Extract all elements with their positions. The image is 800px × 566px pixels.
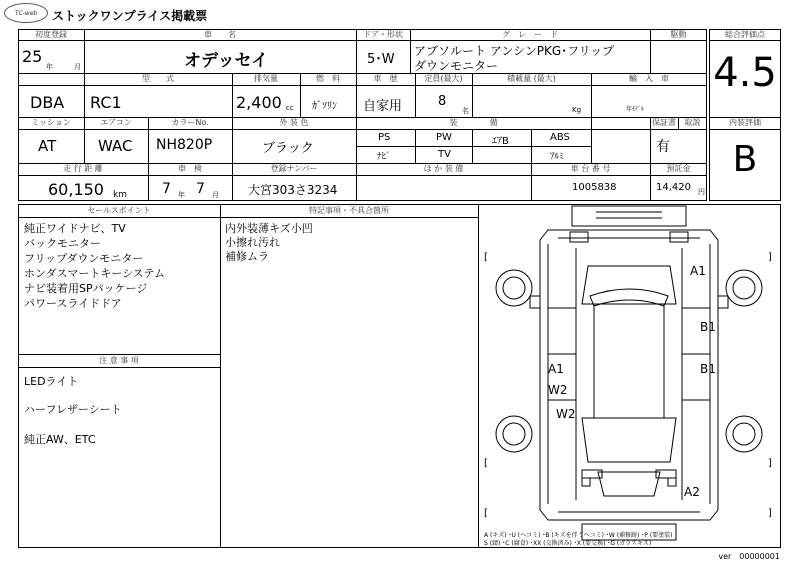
warranty-header: 保証書 xyxy=(652,118,676,127)
mileage: 60,150 xyxy=(48,180,104,199)
mission-header: ミッション xyxy=(31,118,71,127)
bracket-left: [ xyxy=(484,508,488,519)
color-no-header: カラーNo. xyxy=(171,118,209,127)
sales-point-item: パワースライドドア xyxy=(24,297,122,310)
load-header: 積載量 (最大) xyxy=(507,74,556,83)
equip-ps: PS xyxy=(378,132,391,143)
sales-point-item: 純正ワイドナビ、TV xyxy=(24,222,126,235)
equip-alumi: ｱﾙﾐ xyxy=(550,152,564,162)
history: 自家用 xyxy=(363,99,403,114)
damage-mark: A1 xyxy=(548,362,564,376)
aircon: WAC xyxy=(98,137,133,155)
equip-tv: TV xyxy=(438,149,451,160)
damage-mark: B1 xyxy=(700,320,716,334)
damage-mark: A2 xyxy=(684,485,700,499)
displacement: 2,400 xyxy=(236,93,282,112)
damage-mark: W2 xyxy=(548,383,568,397)
fuel: ｶﾞｿﾘﾝ xyxy=(312,101,337,112)
month-unit: 月 xyxy=(74,63,81,71)
equip-navi: ﾅﾋﾞ xyxy=(377,152,391,162)
displacement-header: 排気量 xyxy=(254,74,278,83)
warranty: 有 xyxy=(656,139,670,155)
equip-airbag: ｴｱB xyxy=(492,136,509,147)
damage-mark: W2 xyxy=(556,407,576,421)
other-equip-header: ほ か 装 備 xyxy=(423,164,464,173)
import-note: 年ﾓﾃﾞﾙ xyxy=(626,106,645,113)
yen-unit: 円 xyxy=(698,188,705,196)
interior-header: 内装評価 xyxy=(729,118,761,127)
mission: AT xyxy=(38,137,57,155)
door-shape: 5･W xyxy=(367,52,395,67)
capacity: 8 xyxy=(438,94,447,109)
chassis-header: 車 台 番 号 xyxy=(570,164,611,173)
insp-month-unit: 月 xyxy=(212,191,219,199)
manual-header: 取説 xyxy=(684,118,701,127)
grade-line1: アブソルート アンシンPKG･フリップ xyxy=(414,44,615,58)
sales-point-item: バックモニター xyxy=(24,237,101,250)
legend-line1: A (キズ) ･U (ヘコミ) ･B (キズを伴うヘコミ) ･W (補修跡) ･P (要塗装) xyxy=(484,532,673,539)
sales-point-item: フリップダウンモニター xyxy=(24,252,144,265)
type-prefix: DBA xyxy=(30,93,65,112)
fuel-header: 燃 料 xyxy=(316,74,340,83)
km-unit: km xyxy=(113,190,127,200)
overall-score: 4.5 xyxy=(713,50,777,96)
first-reg-year: 25 xyxy=(22,47,43,66)
equip-abs: ABS xyxy=(550,132,570,143)
bracket-left: [ xyxy=(484,458,488,469)
model-header: 型 式 xyxy=(142,74,174,83)
bracket-right: ] xyxy=(768,252,772,263)
defect-item: 内外装薄キズ小凹 xyxy=(225,222,313,235)
defects-header: 特記事項・不具合箇所 xyxy=(309,206,389,215)
company-logo xyxy=(4,3,48,23)
aircon-header: エアコン xyxy=(100,118,132,127)
plate-header: 登録ナンバー xyxy=(270,164,318,173)
ext-color-header: 外 装 色 xyxy=(279,118,309,127)
car-name-header: 車 名 xyxy=(204,30,236,39)
sales-point-item: ナビ装着用SPパッケージ xyxy=(24,282,148,295)
note-item: ハーフレザーシート xyxy=(24,403,122,416)
note-item: LEDライト xyxy=(24,375,79,388)
inspection-header: 車 検 xyxy=(178,164,202,173)
history-header: 車 歴 xyxy=(373,74,398,83)
cc-unit: cc xyxy=(286,104,294,112)
insp-year: 7 xyxy=(162,181,171,197)
door-shape-header: ドア・形状 xyxy=(363,30,403,39)
mileage-header: 走 行 距 離 xyxy=(63,164,103,173)
import-header: 輸 入 車 xyxy=(629,74,669,83)
sales-points-header: セールスポイント xyxy=(87,206,151,215)
car-name: オデッセイ xyxy=(184,51,269,71)
damage-mark: A1 xyxy=(690,264,706,278)
plate: 大宮303さ3234 xyxy=(248,183,338,197)
type-code: RC1 xyxy=(90,93,122,112)
insp-year-unit: 年 xyxy=(178,191,185,199)
capacity-header: 定員(最大) xyxy=(424,74,463,83)
deposit-header: 預託金 xyxy=(666,164,691,173)
logo-text: TC-web xyxy=(14,9,38,17)
deposit: 14,420 xyxy=(656,182,691,193)
page-title: ストックワンプライス掲載票 xyxy=(52,9,208,23)
notes-header: 注 意 事 項 xyxy=(99,356,139,365)
kg-unit: Kg xyxy=(572,106,582,114)
equipment-header: 装 備 xyxy=(449,118,498,127)
first-reg-header: 初度登録 xyxy=(35,30,67,39)
legend-line2: S (錆) ･C (腐食) ･XX (交換済み) ･X (要交換) ･G (ガラスキズ) xyxy=(484,540,652,547)
chassis: 1005838 xyxy=(572,182,617,193)
year-unit: 年 xyxy=(46,63,53,71)
bracket-right: ] xyxy=(768,508,772,519)
bracket-left: [ xyxy=(484,252,488,263)
grade-line2: ダウンモニター xyxy=(414,59,499,73)
sales-point-item: ホンダスマートキーシステム xyxy=(24,267,166,280)
drive-header: 駆動 xyxy=(670,30,687,39)
version-label: ver 00000001 xyxy=(718,552,780,561)
defect-item: 小擦れ汚れ xyxy=(225,236,280,249)
ext-color: ブラック xyxy=(262,141,314,156)
color-no: NH820P xyxy=(156,137,213,153)
interior-score: B xyxy=(732,139,758,180)
insp-month: 7 xyxy=(196,181,205,197)
damage-mark: B1 xyxy=(700,362,716,376)
equip-pw: PW xyxy=(436,132,452,143)
note-item: 純正AW、ETC xyxy=(24,433,96,446)
defect-item: 補修ムラ xyxy=(225,250,269,263)
grade-header: グ レ ー ド xyxy=(502,30,558,39)
overall-score-header: 総合評価点 xyxy=(725,30,765,39)
capacity-unit: 名 xyxy=(462,107,469,115)
car-damage-diagram xyxy=(478,204,781,548)
bracket-right: ] xyxy=(768,458,772,469)
